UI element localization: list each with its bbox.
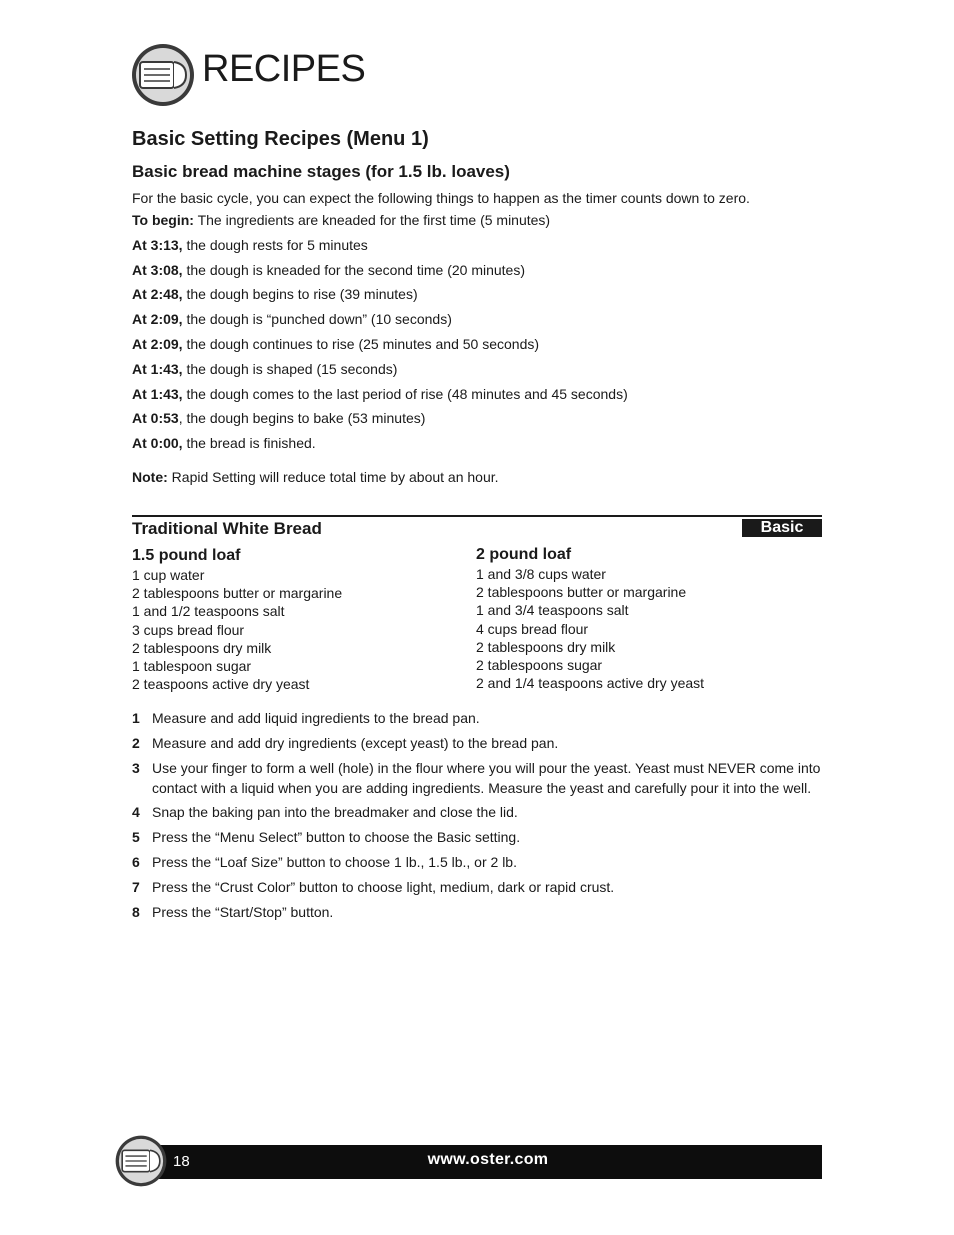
step-item xyxy=(132,902,822,922)
page-header xyxy=(130,40,830,110)
instruction-steps xyxy=(132,708,822,926)
step-number: 1 xyxy=(132,710,140,726)
step-text: Press the “Start/Stop” button. xyxy=(152,903,334,920)
step-number: 7 xyxy=(132,878,140,895)
step-number: 2 xyxy=(132,734,140,751)
stage-item: At 0:00, the bread is finished. xyxy=(132,435,316,452)
step-item xyxy=(132,827,822,847)
ingredient-item: 1 cup water xyxy=(132,567,205,583)
menu-badge: Basic xyxy=(742,519,822,537)
ingredient-item: 4 cups bread flour xyxy=(476,620,589,637)
loaf-size-title: 1.5 pound loaf xyxy=(132,547,241,564)
ingredient-item: 1 tablespoon sugar xyxy=(132,658,252,675)
step-item xyxy=(132,802,822,822)
stage-item: At 2:48, the dough begins to rise (39 minutes) xyxy=(132,286,418,303)
step-item xyxy=(132,733,822,753)
section-subtitle: Basic bread machine stages (for 1.5 lb. loaves) xyxy=(132,162,510,181)
stage-item: At 3:08, the dough is kneaded for the second time (20 minutes) xyxy=(132,261,526,278)
step-text: Press the “Loaf Size” button to choose 1 lb., 1.5 lb., or 2 lb. xyxy=(152,853,517,870)
ingredient-item: 2 tablespoons butter or margarine xyxy=(476,584,687,601)
ingredient-item: 2 tablespoons sugar xyxy=(476,657,603,674)
ingredient-item: 2 tablespoons dry milk xyxy=(132,639,272,656)
stages-list xyxy=(132,210,822,458)
stage-item: To begin: The ingredients are kneaded for the first time (5 minutes) xyxy=(132,212,551,228)
bread-book-icon xyxy=(130,42,196,113)
recipe-header xyxy=(132,515,822,539)
step-text: Measure and add liquid ingredients to the bread pan. xyxy=(152,710,480,726)
step-item xyxy=(132,758,822,798)
stage-item: At 2:09, the dough is “punched down” (10 seconds) xyxy=(132,311,452,328)
page-number: 18 xyxy=(173,1153,190,1170)
ingredient-item: 2 tablespoons dry milk xyxy=(476,638,616,655)
ingredient-item: 2 teaspoons active dry yeast xyxy=(132,676,310,693)
step-number: 5 xyxy=(132,829,140,846)
ingredient-item: 2 tablespoons butter or margarine xyxy=(132,585,343,602)
recipe-title: Traditional White Bread xyxy=(132,519,322,538)
step-number: 8 xyxy=(132,903,140,920)
intro-text: For the basic cycle, you can expect the following things to happen as the timer counts down to zero. xyxy=(132,190,750,206)
step-item xyxy=(132,852,822,872)
step-text: Use your finger to form a well (hole) in the flour where you will pour the yeast. Yeast must NEVER come into contact with a liquid when you are adding ingredients. Measure the yeast and carefully pour it into the well. xyxy=(152,759,821,796)
section-title: Basic Setting Recipes (Menu 1) xyxy=(132,128,429,150)
ingredient-item: 1 and 1/2 teaspoons salt xyxy=(132,603,285,620)
ingredient-item: 2 and 1/4 teaspoons active dry yeast xyxy=(476,675,705,692)
note: Note: Rapid Setting will reduce total time by about an hour. xyxy=(132,468,499,485)
main-content xyxy=(132,126,822,487)
ingredients-2-lb xyxy=(476,545,822,692)
page-title: RECIPES xyxy=(202,48,366,90)
stage-item: At 1:43, the dough is shaped (15 seconds) xyxy=(132,360,398,377)
stage-item: At 0:53, the dough begins to bake (53 minutes) xyxy=(132,410,426,427)
step-text: Snap the baking pan into the breadmaker and close the lid. xyxy=(152,804,518,821)
loaf-size-title: 2 pound loaf xyxy=(476,546,572,563)
step-number: 4 xyxy=(132,804,140,821)
stage-item: At 3:13, the dough rests for 5 minutes xyxy=(132,236,368,253)
ingredient-list xyxy=(476,565,822,692)
ingredient-item: 3 cups bread flour xyxy=(132,621,245,638)
stage-item: At 2:09, the dough continues to rise (25 minutes and 50 seconds) xyxy=(132,335,540,352)
ingredient-item: 1 and 3/4 teaspoons salt xyxy=(476,602,629,619)
step-number: 6 xyxy=(132,853,140,870)
ingredients-1-5-lb xyxy=(132,546,462,693)
step-number: 3 xyxy=(132,759,140,776)
step-item xyxy=(132,877,822,897)
step-text: Press the “Crust Color” button to choose light, medium, dark or rapid crust. xyxy=(152,878,615,895)
stage-item: At 1:43, the dough comes to the last period of rise (48 minutes and 45 seconds) xyxy=(132,385,628,402)
ingredient-list xyxy=(132,566,462,693)
step-item xyxy=(132,708,822,728)
step-text: Press the “Menu Select” button to choose the Basic setting. xyxy=(152,829,521,846)
ingredient-item: 1 and 3/8 cups water xyxy=(476,566,606,582)
footer-url-link[interactable]: www.oster.com xyxy=(427,1151,549,1168)
step-text: Measure and add dry ingredients (except yeast) to the bread pan. xyxy=(152,734,559,751)
